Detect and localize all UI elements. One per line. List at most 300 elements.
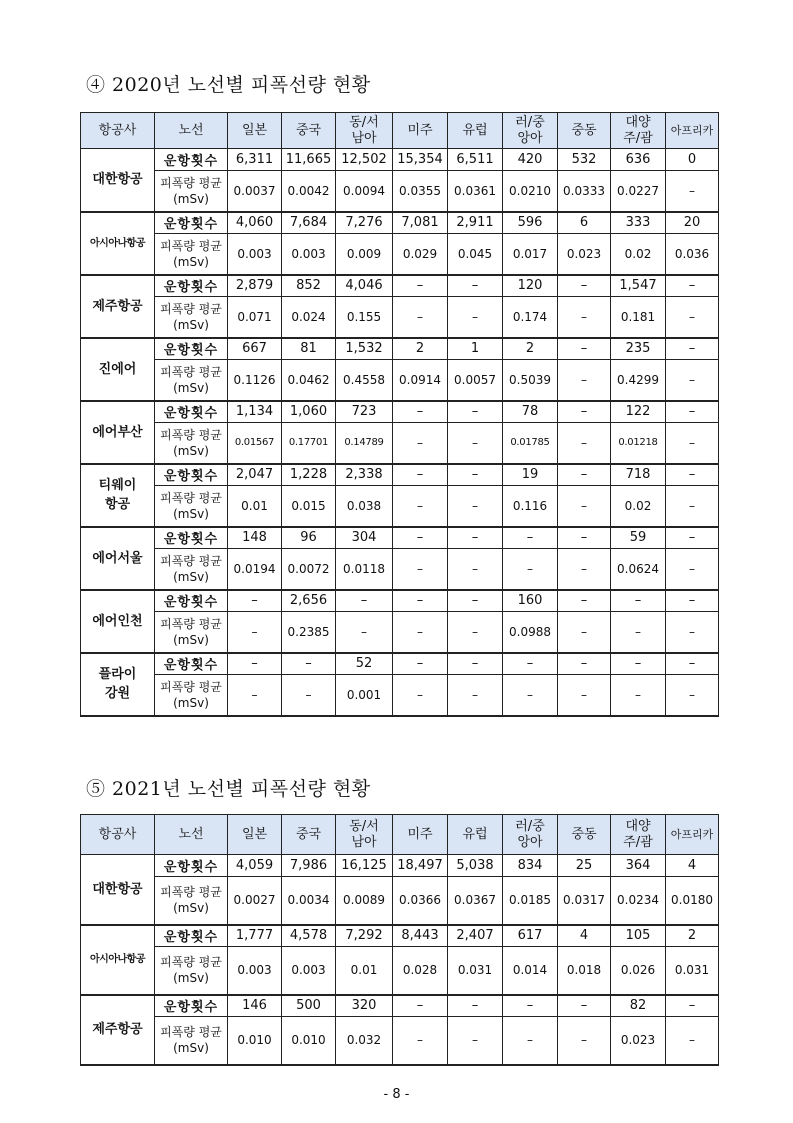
avg-cell: 0.031: [448, 947, 503, 995]
ops-cell: 160: [503, 590, 558, 612]
avg-cell: 0.01218: [611, 423, 666, 464]
avg-cell: 0.0361: [448, 171, 503, 212]
ops-cell: 120: [503, 275, 558, 297]
table-row: [81, 360, 719, 401]
avg-cell: 0.015: [282, 486, 336, 527]
avg-cell: 0.032: [336, 1017, 393, 1065]
avg-cell: 0.0042: [282, 171, 336, 212]
avg-cell: 0.0317: [558, 877, 611, 925]
avg-cell: 0.02: [611, 486, 666, 527]
ops-cell: 8,443: [393, 925, 448, 947]
avg-cell: –: [666, 612, 719, 653]
avg-cell: –: [611, 675, 666, 716]
avg-cell: –: [228, 675, 282, 716]
avg-cell: –: [666, 171, 719, 212]
ops-cell: –: [448, 527, 503, 549]
ops-cell: 15,354: [393, 149, 448, 171]
table-row: [81, 855, 719, 877]
avg-cell: 0.003: [228, 234, 282, 275]
ops-cell: 6: [558, 212, 611, 234]
avg-cell: 0.01567: [228, 423, 282, 464]
ops-cell: 78: [503, 401, 558, 423]
ops-cell: 4,059: [228, 855, 282, 877]
table-row: [81, 149, 719, 171]
header-cell: 러/중 앙아: [503, 815, 558, 855]
header-cell: 러/중 앙아: [503, 113, 558, 149]
ops-cell: 1,547: [611, 275, 666, 297]
ops-cell: 7,986: [282, 855, 336, 877]
avg-cell: 0.071: [228, 297, 282, 338]
section4-title: ④ 2020년 노선별 피폭선량 현황: [86, 74, 371, 96]
table-row: [81, 675, 719, 716]
avg-cell: 0.0462: [282, 360, 336, 401]
airline-name: 아시아나항공: [81, 925, 155, 995]
avg-cell: 0.4558: [336, 360, 393, 401]
table-row: [81, 549, 719, 590]
avg-cell: 0.0624: [611, 549, 666, 590]
table-row: [81, 297, 719, 338]
table-row: [81, 1017, 719, 1065]
avg-cell: 0.038: [336, 486, 393, 527]
avg-cell: –: [666, 423, 719, 464]
section5-title: ⑤ 2021년 노선별 피폭선량 현황: [86, 778, 371, 800]
avg-cell: 0.0333: [558, 171, 611, 212]
ops-cell: 11,665: [282, 149, 336, 171]
table-row: [81, 464, 719, 486]
table-row: [81, 212, 719, 234]
avg-label: 피폭량 평균 (mSv): [155, 877, 228, 925]
ops-label: 운항횟수: [155, 338, 228, 360]
avg-cell: –: [393, 549, 448, 590]
ops-label: 운항횟수: [155, 925, 228, 947]
ops-cell: 1,777: [228, 925, 282, 947]
ops-cell: 2: [666, 925, 719, 947]
avg-label: 피폭량 평균 (mSv): [155, 612, 228, 653]
avg-cell: 0.0355: [393, 171, 448, 212]
airline-name: 아시아나항공: [81, 212, 155, 275]
ops-cell: –: [666, 275, 719, 297]
ops-cell: 4,578: [282, 925, 336, 947]
ops-label: 운항횟수: [155, 275, 228, 297]
ops-cell: 7,292: [336, 925, 393, 947]
header-cell: 동/서 남아: [336, 815, 393, 855]
ops-cell: –: [503, 995, 558, 1017]
avg-cell: 0.001: [336, 675, 393, 716]
ops-cell: 723: [336, 401, 393, 423]
avg-cell: –: [558, 297, 611, 338]
table-row: [81, 925, 719, 947]
ops-cell: –: [558, 275, 611, 297]
ops-cell: 5,038: [448, 855, 503, 877]
avg-cell: 0.1126: [228, 360, 282, 401]
ops-cell: 596: [503, 212, 558, 234]
table-row: [81, 338, 719, 360]
ops-cell: –: [611, 653, 666, 675]
header-cell: 대양 주/괌: [611, 113, 666, 149]
avg-cell: –: [558, 1017, 611, 1065]
avg-label: 피폭량 평균 (mSv): [155, 423, 228, 464]
ops-cell: 834: [503, 855, 558, 877]
ops-label: 운항횟수: [155, 401, 228, 423]
ops-cell: –: [393, 401, 448, 423]
ops-cell: 1,134: [228, 401, 282, 423]
avg-cell: –: [448, 675, 503, 716]
ops-label: 운항횟수: [155, 995, 228, 1017]
ops-cell: 6,311: [228, 149, 282, 171]
avg-cell: –: [503, 1017, 558, 1065]
ops-cell: –: [666, 464, 719, 486]
avg-cell: 0.029: [393, 234, 448, 275]
avg-label: 피폭량 평균 (mSv): [155, 360, 228, 401]
avg-label: 피폭량 평균 (mSv): [155, 297, 228, 338]
avg-cell: 0.0194: [228, 549, 282, 590]
avg-label: 피폭량 평균 (mSv): [155, 1017, 228, 1065]
ops-cell: 852: [282, 275, 336, 297]
avg-cell: 0.155: [336, 297, 393, 338]
avg-cell: –: [448, 486, 503, 527]
ops-cell: 1,060: [282, 401, 336, 423]
avg-cell: –: [666, 297, 719, 338]
header-cell: 중동: [558, 815, 611, 855]
table-row: [81, 527, 719, 549]
ops-cell: 1: [448, 338, 503, 360]
airline-name: 대한항공: [81, 855, 155, 925]
avg-cell: 0.116: [503, 486, 558, 527]
avg-cell: 0.014: [503, 947, 558, 995]
avg-cell: 0.2385: [282, 612, 336, 653]
table-row: [81, 653, 719, 675]
header-cell: 중동: [558, 113, 611, 149]
avg-cell: –: [393, 297, 448, 338]
airline-name: 대한항공: [81, 149, 155, 212]
header-cell: 항공사: [81, 113, 155, 149]
ops-cell: 2,656: [282, 590, 336, 612]
ops-cell: 81: [282, 338, 336, 360]
header-cell: 일본: [228, 815, 282, 855]
ops-cell: –: [666, 995, 719, 1017]
header-cell: 일본: [228, 113, 282, 149]
avg-cell: 0.0094: [336, 171, 393, 212]
ops-cell: 2,407: [448, 925, 503, 947]
ops-cell: 333: [611, 212, 666, 234]
header-cell: 미주: [393, 113, 448, 149]
ops-label: 운항횟수: [155, 149, 228, 171]
ops-cell: 1,532: [336, 338, 393, 360]
ops-cell: 6,511: [448, 149, 503, 171]
avg-cell: 0.0234: [611, 877, 666, 925]
avg-cell: –: [448, 612, 503, 653]
table-row: [81, 947, 719, 995]
avg-cell: –: [503, 549, 558, 590]
ops-cell: 59: [611, 527, 666, 549]
ops-cell: 667: [228, 338, 282, 360]
ops-cell: 2,879: [228, 275, 282, 297]
ops-cell: 105: [611, 925, 666, 947]
avg-cell: 0.010: [228, 1017, 282, 1065]
ops-cell: –: [393, 464, 448, 486]
avg-cell: 0.009: [336, 234, 393, 275]
avg-cell: 0.031: [666, 947, 719, 995]
ops-cell: 2: [393, 338, 448, 360]
ops-cell: 18,497: [393, 855, 448, 877]
avg-cell: –: [558, 675, 611, 716]
ops-cell: –: [448, 653, 503, 675]
ops-cell: 122: [611, 401, 666, 423]
ops-label: 운항횟수: [155, 590, 228, 612]
ops-cell: –: [393, 590, 448, 612]
table-row: [81, 877, 719, 925]
avg-cell: 0.017: [503, 234, 558, 275]
section5-table: [80, 814, 719, 1066]
avg-cell: –: [558, 486, 611, 527]
avg-cell: 0.003: [282, 947, 336, 995]
avg-label: 피폭량 평균 (mSv): [155, 234, 228, 275]
avg-cell: 0.003: [282, 234, 336, 275]
avg-cell: 0.14789: [336, 423, 393, 464]
avg-cell: 0.0988: [503, 612, 558, 653]
ops-cell: 420: [503, 149, 558, 171]
ops-cell: 7,276: [336, 212, 393, 234]
ops-cell: –: [558, 464, 611, 486]
avg-cell: 0.024: [282, 297, 336, 338]
avg-cell: 0.0227: [611, 171, 666, 212]
ops-cell: 7,684: [282, 212, 336, 234]
ops-cell: 82: [611, 995, 666, 1017]
header-cell: 유럽: [448, 113, 503, 149]
ops-cell: 148: [228, 527, 282, 549]
avg-cell: –: [666, 486, 719, 527]
ops-cell: –: [448, 995, 503, 1017]
airline-name: 에어인천: [81, 590, 155, 653]
header-cell: 아프리카: [666, 113, 719, 149]
ops-cell: –: [448, 401, 503, 423]
ops-cell: –: [448, 590, 503, 612]
table-row: [81, 486, 719, 527]
avg-cell: –: [393, 675, 448, 716]
ops-cell: 304: [336, 527, 393, 549]
ops-cell: –: [666, 590, 719, 612]
airline-name: 에어부산: [81, 401, 155, 464]
section4-table: [80, 112, 719, 717]
ops-cell: –: [503, 527, 558, 549]
ops-cell: 500: [282, 995, 336, 1017]
ops-label: 운항횟수: [155, 464, 228, 486]
table-row: [81, 275, 719, 297]
avg-cell: –: [666, 549, 719, 590]
avg-cell: 0.028: [393, 947, 448, 995]
ops-cell: –: [228, 653, 282, 675]
avg-cell: 0.0366: [393, 877, 448, 925]
avg-cell: –: [282, 675, 336, 716]
ops-label: 운항횟수: [155, 212, 228, 234]
avg-cell: 0.018: [558, 947, 611, 995]
ops-cell: –: [282, 653, 336, 675]
avg-cell: 0.010: [282, 1017, 336, 1065]
ops-cell: –: [448, 464, 503, 486]
ops-cell: 2,338: [336, 464, 393, 486]
avg-cell: 0.0027: [228, 877, 282, 925]
avg-cell: –: [448, 423, 503, 464]
ops-cell: 16,125: [336, 855, 393, 877]
avg-cell: –: [448, 297, 503, 338]
ops-cell: 636: [611, 149, 666, 171]
avg-cell: –: [666, 1017, 719, 1065]
avg-cell: –: [393, 486, 448, 527]
ops-cell: 2,047: [228, 464, 282, 486]
avg-label: 피폭량 평균 (mSv): [155, 549, 228, 590]
ops-cell: 52: [336, 653, 393, 675]
avg-cell: 0.0089: [336, 877, 393, 925]
ops-cell: –: [393, 653, 448, 675]
table-row: [81, 590, 719, 612]
ops-cell: 4: [666, 855, 719, 877]
header-cell: 항공사: [81, 815, 155, 855]
ops-cell: 4: [558, 925, 611, 947]
avg-cell: 0.5039: [503, 360, 558, 401]
ops-cell: 146: [228, 995, 282, 1017]
avg-cell: 0.045: [448, 234, 503, 275]
avg-cell: –: [393, 423, 448, 464]
avg-cell: –: [448, 549, 503, 590]
airline-name: 에어서울: [81, 527, 155, 590]
ops-cell: 617: [503, 925, 558, 947]
avg-cell: 0.0367: [448, 877, 503, 925]
ops-cell: 1,228: [282, 464, 336, 486]
ops-cell: 718: [611, 464, 666, 486]
avg-cell: 0.181: [611, 297, 666, 338]
avg-cell: 0.174: [503, 297, 558, 338]
avg-label: 피폭량 평균 (mSv): [155, 486, 228, 527]
ops-cell: –: [393, 527, 448, 549]
ops-label: 운항횟수: [155, 527, 228, 549]
airline-name: 티웨이 항공: [81, 464, 155, 527]
avg-cell: 0.4299: [611, 360, 666, 401]
avg-cell: 0.003: [228, 947, 282, 995]
ops-cell: –: [558, 338, 611, 360]
avg-cell: –: [448, 1017, 503, 1065]
ops-cell: –: [558, 590, 611, 612]
avg-cell: –: [393, 1017, 448, 1065]
header-cell: 노선: [155, 815, 228, 855]
table-row: [81, 171, 719, 212]
ops-cell: 4,060: [228, 212, 282, 234]
ops-cell: 320: [336, 995, 393, 1017]
ops-label: 운항횟수: [155, 653, 228, 675]
ops-cell: 12,502: [336, 149, 393, 171]
avg-cell: 0.01785: [503, 423, 558, 464]
ops-cell: –: [393, 275, 448, 297]
ops-cell: –: [558, 653, 611, 675]
avg-cell: –: [558, 549, 611, 590]
avg-cell: 0.01: [336, 947, 393, 995]
avg-cell: 0.023: [558, 234, 611, 275]
ops-cell: 19: [503, 464, 558, 486]
header-cell: 중국: [282, 113, 336, 149]
ops-cell: –: [666, 338, 719, 360]
avg-cell: –: [228, 612, 282, 653]
header-cell: 동/서 남아: [336, 113, 393, 149]
table-row: [81, 423, 719, 464]
ops-cell: –: [558, 995, 611, 1017]
ops-cell: 4,046: [336, 275, 393, 297]
ops-cell: –: [666, 527, 719, 549]
ops-cell: –: [558, 527, 611, 549]
avg-cell: –: [336, 612, 393, 653]
avg-cell: –: [503, 675, 558, 716]
avg-cell: 0.0180: [666, 877, 719, 925]
header-cell: 중국: [282, 815, 336, 855]
ops-cell: 96: [282, 527, 336, 549]
avg-cell: –: [393, 612, 448, 653]
header-cell: 노선: [155, 113, 228, 149]
header-cell: 대양 주/괌: [611, 815, 666, 855]
ops-cell: –: [558, 401, 611, 423]
table-row: [81, 234, 719, 275]
avg-cell: –: [666, 360, 719, 401]
avg-label: 피폭량 평균 (mSv): [155, 947, 228, 995]
avg-cell: –: [558, 423, 611, 464]
avg-cell: 0.02: [611, 234, 666, 275]
avg-cell: –: [558, 360, 611, 401]
ops-cell: 20: [666, 212, 719, 234]
header-cell: 아프리카: [666, 815, 719, 855]
airline-name: 제주항공: [81, 995, 155, 1065]
avg-cell: 0.0072: [282, 549, 336, 590]
avg-cell: 0.17701: [282, 423, 336, 464]
avg-cell: 0.0057: [448, 360, 503, 401]
avg-cell: 0.01: [228, 486, 282, 527]
avg-cell: 0.0185: [503, 877, 558, 925]
avg-label: 피폭량 평균 (mSv): [155, 171, 228, 212]
avg-cell: 0.0914: [393, 360, 448, 401]
ops-cell: 7,081: [393, 212, 448, 234]
avg-cell: –: [611, 612, 666, 653]
ops-cell: 2: [503, 338, 558, 360]
ops-cell: –: [611, 590, 666, 612]
ops-cell: 532: [558, 149, 611, 171]
airline-name: 제주항공: [81, 275, 155, 338]
avg-cell: –: [558, 612, 611, 653]
avg-cell: 0.0037: [228, 171, 282, 212]
table-row: [81, 612, 719, 653]
ops-cell: –: [336, 590, 393, 612]
avg-cell: –: [666, 675, 719, 716]
header-cell: 미주: [393, 815, 448, 855]
header-cell: 유럽: [448, 815, 503, 855]
avg-cell: 0.0210: [503, 171, 558, 212]
ops-cell: 235: [611, 338, 666, 360]
avg-cell: 0.036: [666, 234, 719, 275]
ops-cell: 0: [666, 149, 719, 171]
ops-label: 운항횟수: [155, 855, 228, 877]
ops-cell: 2,911: [448, 212, 503, 234]
table-row: [81, 401, 719, 423]
airline-name: 플라이 강원: [81, 653, 155, 716]
airline-name: 진에어: [81, 338, 155, 401]
avg-cell: 0.0034: [282, 877, 336, 925]
ops-cell: –: [666, 653, 719, 675]
table-row: [81, 995, 719, 1017]
ops-cell: –: [503, 653, 558, 675]
ops-cell: 25: [558, 855, 611, 877]
avg-cell: 0.023: [611, 1017, 666, 1065]
ops-cell: –: [228, 590, 282, 612]
ops-cell: –: [448, 275, 503, 297]
avg-cell: 0.026: [611, 947, 666, 995]
ops-cell: –: [666, 401, 719, 423]
ops-cell: –: [393, 995, 448, 1017]
avg-label: 피폭량 평균 (mSv): [155, 675, 228, 716]
